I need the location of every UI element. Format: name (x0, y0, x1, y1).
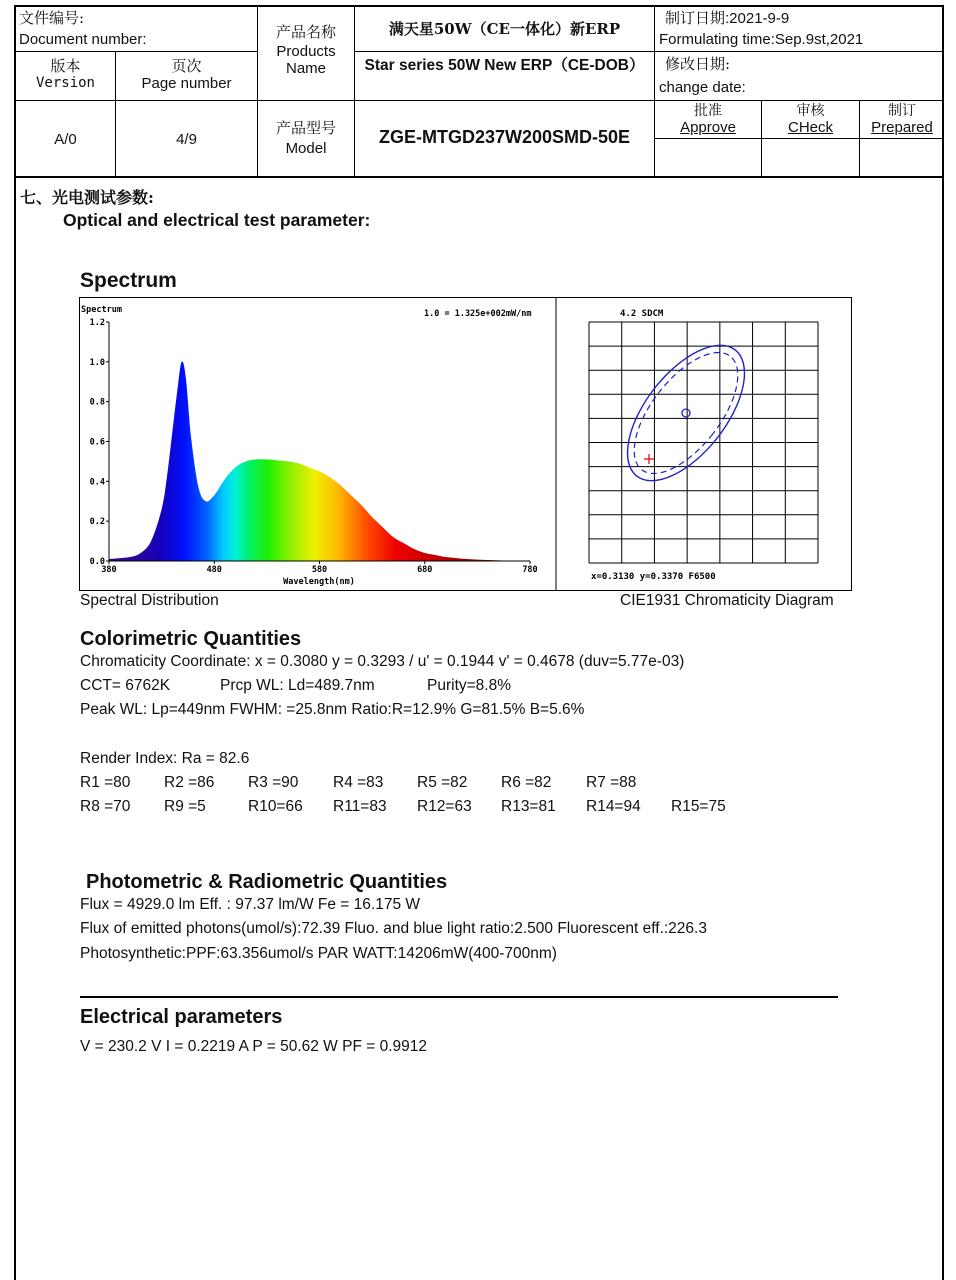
prcp-wl-value: Prcp WL: Ld=489.7nm (220, 677, 375, 694)
formulating-date-en: Formulating time:Sep.9st,2021 (659, 31, 864, 48)
formulating-date-cell (655, 7, 944, 52)
approve-signature (655, 139, 762, 178)
formulating-date-label: 制订日期:2021-9-9 (665, 10, 790, 27)
render-index: Render Index: Ra = 82.6 (80, 750, 250, 767)
r-value: R6 =82 (501, 774, 552, 791)
check-label-en: CHeck (787, 119, 833, 136)
model-label-en: Model (285, 140, 327, 157)
cie-title: 4.2 SDCM (620, 309, 664, 319)
y-tick-label: 0.8 (89, 397, 105, 408)
product-name-label-cell (258, 7, 355, 101)
peak-wl-line: Peak WL: Lp=449nm FWHM: =25.8nm Ratio:R=12.9% G=81.5% B=5.6% (80, 701, 585, 718)
version-label-en: Version (35, 75, 95, 91)
section-title-en: Optical and electrical test parameter: (63, 210, 371, 230)
change-date-label-cn: 修改日期: (665, 55, 731, 73)
page-value: 4/9 (116, 101, 258, 178)
r-value: R2 =86 (164, 774, 215, 791)
photometric-heading: Photometric & Radiometric Quantities (86, 871, 448, 893)
model-value: ZGE-MTGD237W200SMD-50E (355, 101, 655, 178)
check-signature (762, 139, 860, 178)
x-tick-label: 580 (311, 565, 328, 575)
y-tick-label: 0.0 (89, 557, 105, 567)
page-label-cell (116, 52, 258, 101)
purity-value: Purity=8.8% (427, 677, 512, 694)
product-name-label-en: Products Name (276, 43, 336, 77)
check-cell (762, 101, 860, 139)
separator-line (80, 996, 838, 998)
version-label-cn: 版本 (50, 57, 81, 75)
product-name-cn: 满天星50W（CE一体化）新ERP (355, 7, 655, 52)
x-tick-label: 680 (417, 565, 433, 575)
r-value: R15=75 (671, 798, 726, 815)
spectrum-chart-box (79, 297, 852, 591)
version-label-cell (16, 52, 116, 101)
r-value: R9 =5 (164, 798, 206, 815)
doc-number-label-cn: 文件编号: (19, 9, 85, 27)
prepared-signature (860, 139, 944, 178)
r-value: R14=94 (586, 798, 641, 815)
spectrum-scale-note: 1.0 = 1.325e+002mW/nm (424, 309, 532, 319)
r-value: R7 =88 (586, 774, 637, 791)
x-tick-label: 480 (206, 565, 222, 575)
check-label-cn: 审核 (796, 103, 825, 119)
electrical-heading: Electrical parameters (80, 1006, 283, 1028)
model-label-cn: 产品型号 (275, 119, 336, 137)
r-value: R3 =90 (248, 774, 299, 791)
y-tick-label: 1.0 (89, 357, 105, 368)
r-value: R10=66 (248, 798, 303, 815)
r-value: R12=63 (417, 798, 472, 815)
approve-label-cn: 批准 (694, 103, 722, 119)
product-name-label-cn: 产品名称 (275, 23, 336, 41)
spectrum-title: Spectrum (81, 305, 122, 315)
change-date-cell (655, 52, 944, 101)
prepared-label-en: Prepared (871, 119, 933, 136)
electrical-values: V = 230.2 V I = 0.2219 A P = 50.62 W PF = 0.9912 (80, 1038, 427, 1055)
spectrum-xlabel: Wavelength(nm) (283, 577, 355, 587)
page-label-en: Page number (141, 75, 232, 92)
cct-value: CCT= 6762K (80, 677, 171, 694)
r-value: R5 =82 (417, 774, 468, 791)
r-value: R13=81 (501, 798, 556, 815)
version-value: A/0 (16, 101, 116, 178)
model-label-cell (258, 101, 355, 178)
prepared-label-cn: 制订 (888, 103, 916, 119)
x-tick-label: 780 (522, 565, 538, 575)
photon-flux-line: Flux of emitted photons(umol/s):72.39 Fluo. and blue light ratio:2.500 Fluorescent eff.:226.3 (80, 920, 707, 937)
approve-label-en: Approve (680, 119, 736, 136)
prepared-cell (860, 101, 944, 139)
spectrum-heading: Spectrum (80, 269, 177, 292)
chromaticity-line: Chromaticity Coordinate: x = 0.3080 y = 0.3293 / u' = 0.1944 v' = 0.4678 (duv=5.77e-03) (80, 653, 685, 670)
r-value: R8 =70 (80, 798, 131, 815)
flux-line: Flux = 4929.0 lm Eff. : 97.37 lm/W Fe = 16.175 W (80, 896, 421, 913)
caption-cie-diagram: CIE1931 Chromaticity Diagram (620, 592, 834, 609)
doc-number-label-en: Document number: (19, 31, 147, 48)
photosynthetic-line: Photosynthetic:PPF:63.356umol/s PAR WATT:14206mW(400-700nm) (80, 945, 557, 962)
colorimetric-heading: Colorimetric Quantities (80, 628, 302, 650)
change-date-label-en: change date: (659, 79, 746, 96)
r-value: R11=83 (333, 798, 387, 815)
y-tick-label: 0.2 (89, 517, 105, 528)
section-title-cn: 七、光电测试参数: (20, 188, 154, 207)
y-tick-label: 1.2 (89, 318, 105, 328)
cie-readout: x=0.3130 y=0.3370 F6500 (591, 572, 716, 582)
approve-cell (655, 101, 762, 139)
y-tick-label: 0.4 (89, 477, 105, 488)
y-tick-label: 0.6 (89, 437, 105, 448)
r-value: R1 =80 (80, 774, 131, 791)
product-name-en: Star series 50W New ERP（CE-DOB） (355, 52, 655, 101)
caption-spectral-distribution: Spectral Distribution (80, 592, 219, 609)
page-label-cn: 页次 (171, 57, 202, 75)
r-value: R4 =83 (333, 774, 384, 791)
x-tick-label: 380 (101, 565, 117, 575)
doc-number-cell (16, 7, 258, 52)
